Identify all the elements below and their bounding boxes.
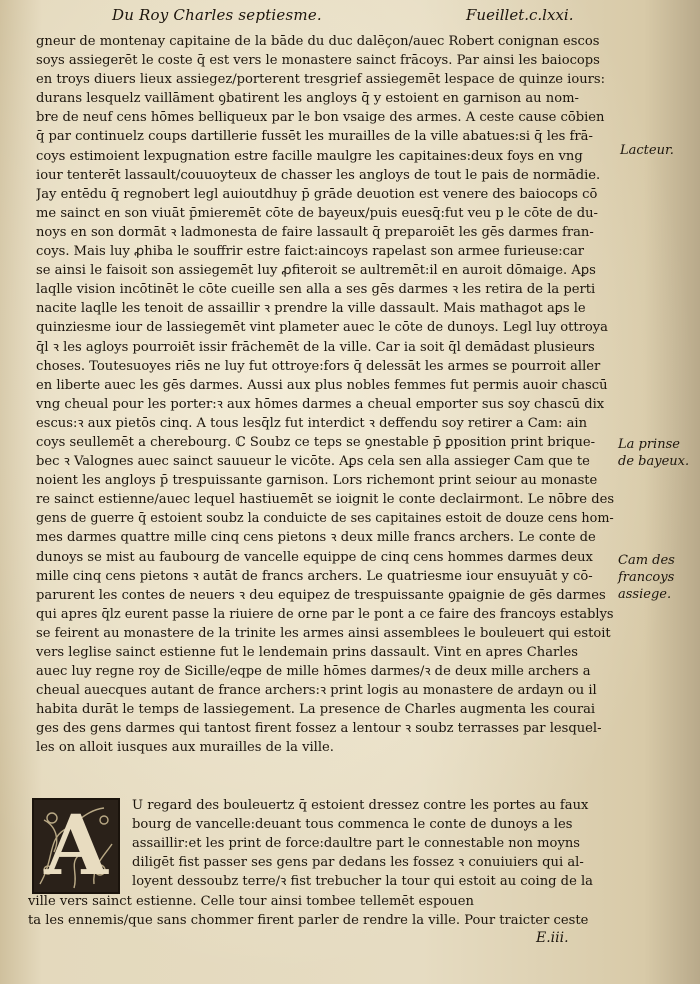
text-line: iour tenterēt lassault/couuoyteux de chasser les angloys de tout le pais de normādie. [36,167,601,183]
text-line: durans lesquelz vaillāment ꝯbatirent les angloys q̄ y estoient en garnison au nom- [36,91,579,107]
initial-letter: A [44,798,108,894]
text-beside-initial [132,796,612,891]
text-line: vers leglise sainct estienne fut le lendemain prins dassault. Vint en apres Charles [36,645,578,660]
text-line: qui apres q̄lz eurent passe la riuiere de orne par le pont a ce faire des francoys establys [36,606,614,622]
text-line: escus:ꝛ aux pietōs cinq. A tous lesq̄lz fut interdict ꝛ deffendu soy retirer a Cam: ain [36,415,588,431]
text-line: gneur de montenay capitaine de la bāde du duc dalēçon/auec Robert conignan escos [36,34,600,49]
text-line: noient les angloys p̄ trespuissante garnison. Lors richemont print seiour au monaste [36,473,598,489]
text-line: parurent les contes de neuers ꝛ deu equipez de trespuissante ꝯpaignie de gēs darmes [36,587,606,603]
text-line: bourg de vancelle:deuant tous commenca le conte de dunoys a les [132,817,573,833]
text-line: ges des gens darmes qui tantost firent fossez a lentour ꝛ soubz terrasses par lesquel- [36,721,602,737]
text-line: assaillir:et les print de force:daultre part le connestable non moyns [132,836,580,852]
main-text-block [36,32,614,758]
margin-note-line: Lacteur. [620,143,674,158]
margin-note-lacteur [620,142,674,159]
text-below-initial [28,892,614,930]
text-line: dunoys se mist au faubourg de vancelle equippe de cinq cens hommes darmes deux [36,549,593,565]
text-line: U regard des bouleuertz q̄ estoient dressez contre les portes au faux [132,798,589,813]
text-line: se ainsi le faisoit son assiegemēt luy ꝓfiteroit se aultremēt:il en auroit dōmaige. Aꝑs [36,263,596,279]
text-line: auec luy regne roy de Sicille/eqpe de mille hōmes darmes/ꝛ de deux mille archers a [36,664,591,680]
text-line: me sainct en son viuāt p̄mieremēt cōte de bayeux/puis euesq̄:fut veu p le cōte de du- [36,205,598,221]
text-line: noys en son dormāt ꝛ ladmonesta de faire lassault q̄ preparoiēt les gēs darmes fran- [36,224,594,240]
text-line: mille cinq cens pietons ꝛ autāt de francs archers. Le quatriesme iour ensuyuāt y cō- [36,568,593,584]
text-line: mes darmes quattre mille cinq cens pietons ꝛ deux mille francs archers. Le conte de [36,530,596,546]
text-line: quinziesme iour de lassiegemēt vint plameter auec le cōte de dunoys. Legl luy ottroya [36,320,608,336]
text-line: ta les ennemis/que sans chommer firent parler de rendre la ville. Pour traicter ceste [28,913,589,929]
text-line: se feirent au monastere de la trinite les armes ainsi assemblees le bouleuert qui estoit [36,625,611,641]
margin-note-line: de bayeux. [618,454,690,469]
text-line: vng cheual pour les porter:ꝛ aux hōmes darmes a cheual emporter sus soy chascū dix [36,396,605,412]
margin-note-line: francoys [618,570,675,585]
text-line: coys estimoient lexpugnation estre facille maulgre les capitaines:deux foys en vng [36,148,583,164]
text-line: en liberte auec les gēs darmes. Aussi aux plus nobles femmes fut permis auoir chascū [36,377,608,393]
text-line: habita durāt le temps de lassiegement. La presence de Charles augmenta les courai [36,702,596,718]
page-header [0,4,700,28]
margin-note-cam-assiege [618,552,675,603]
text-line: cheual auecques autant de france archers:ꝛ print logis au monastere de ardayn ou il [36,683,597,699]
text-line: bre de neuf cens hōmes belliqueux par le bon vsaige des armes. A ceste cause cōbien [36,110,605,126]
text-line: q̄ par continuelz coups dartillerie fussēt les murailles de la ville abatues:si q̄ les frā- [36,129,593,145]
text-line: laqlle vision incōtinēt le cōte cueille sen alla a ses gēs darmes ꝛ les retira de la perti [36,282,596,298]
text-line: Jay entēdu q̄ regnobert legl auioutdhuy p̄ grāde deuotion est venere des baiocops cō [36,186,598,202]
decorated-initial [32,798,120,894]
text-line: gens de guerre q̄ estoient soubz la conduicte de ses capitaines estoit de douze cens hom- [36,511,614,527]
text-line: loyent dessoubz terre/ꝛ fist trebucher la tour qui estoit au coing de la [132,874,593,890]
margin-note-prinse-bayeux [618,436,689,470]
margin-note-line: Cam des [618,553,675,568]
text-line: soys assiegerēt le coste q̄ est vers le monastere sainct frācoys. Par ainsi les baiocops [36,53,600,69]
text-line: q̄l ꝛ les agloys pourroiēt issir frāchemēt de la ville. Car ia soit q̄l demādast plusieurs [36,339,595,355]
text-line: diligēt fist passer ses gens par dedans les fossez ꝛ conuiuiers qui al- [132,855,584,871]
text-line: re sainct estienne/auec lequel hastiuemēt se ioignit le conte declairmont. Le nōbre des [36,492,614,508]
text-line: coys seullemēt a cherebourg. ℂ Soubz ce teps se ꝯnestable p̄ ꝑposition print brique- [36,434,596,450]
signature-mark: E.iii. [536,930,569,946]
text-line: nacite laqlle les tenoit de assaillir ꝛ prendre la ville dassault. Mais mathagot aꝑs le [36,301,586,317]
text-line: ville vers sainct estienne. Celle tour ainsi tombee tellemēt espouen [28,894,474,909]
margin-note-line: La prinse [618,437,680,452]
text-line: en troys diuers lieux assiegez/porterent tresgrief assiegemēt lespace de quinze iours: [36,72,606,88]
text-line: coys. Mais luy ꝓhiba le souffrir estre faict:aincoys rapelast son armee furieuse:car [36,244,585,260]
margin-note-line: assiege. [618,587,672,602]
text-line: bec ꝛ Valognes auec sainct sauueur le vicōte. Aꝑs cela sen alla assieger Cam que te [36,454,590,470]
text-line: les on alloit iusques aux murailles de la ville. [36,740,334,756]
folio-number: Fueillet.c.lxxi. [466,6,574,24]
running-head: Du Roy Charles septiesme. [112,6,322,24]
text-line: choses. Toutesuoyes riēs ne luy fut ottroye:fors q̄ delessāt les armes se pourroit aller [36,358,601,374]
